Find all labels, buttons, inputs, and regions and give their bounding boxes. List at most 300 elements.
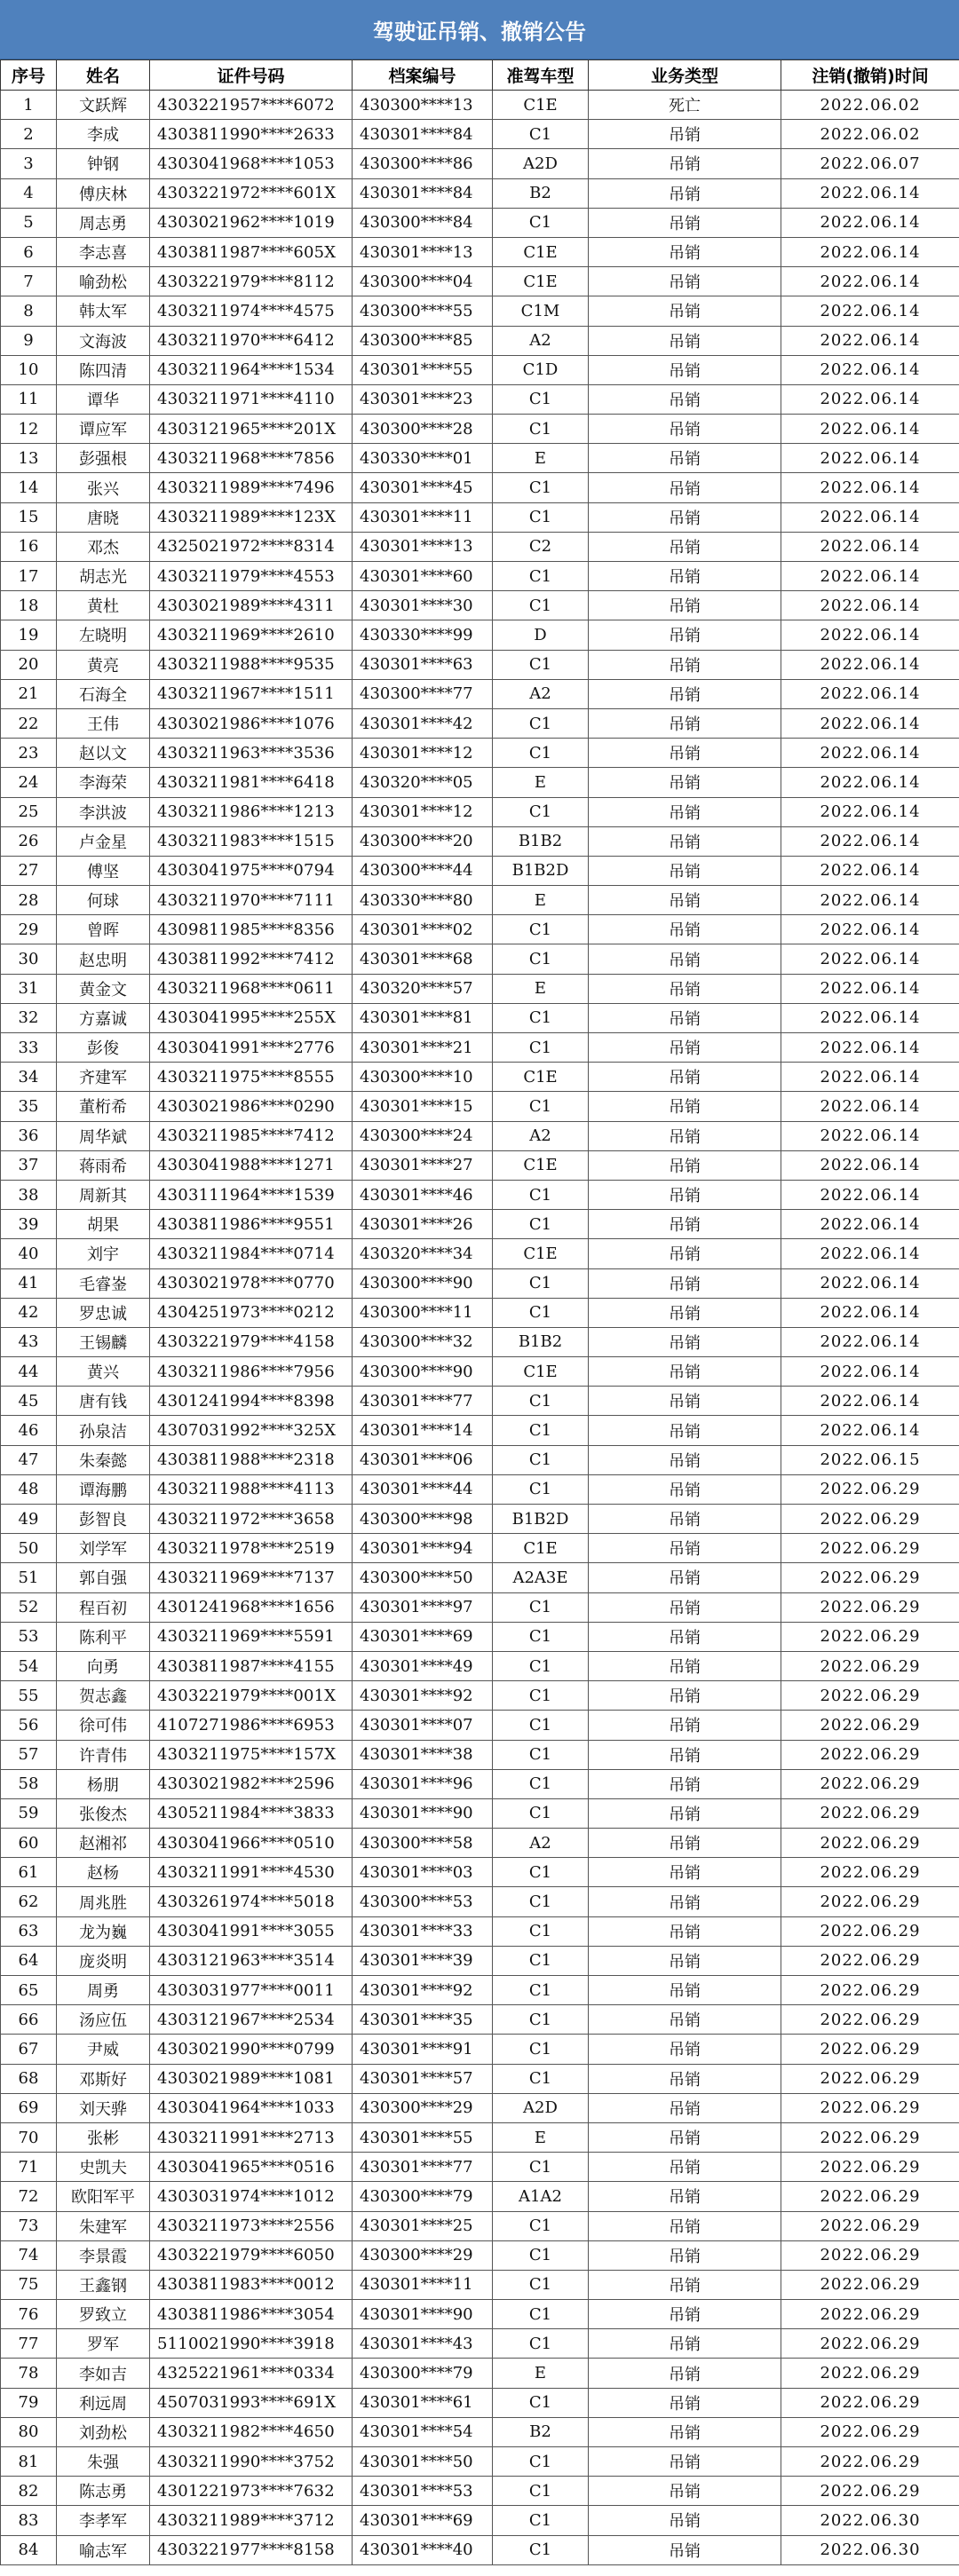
cell-id-number: 4303121963****3514 bbox=[150, 1946, 353, 1975]
cell-name: 刘学军 bbox=[57, 1534, 150, 1563]
cell-date: 2022.06.14 bbox=[781, 679, 959, 708]
cell-vehicle-class: C1E bbox=[493, 237, 589, 266]
cell-business-type: 吊销 bbox=[589, 2535, 781, 2564]
cell-date: 2022.06.14 bbox=[781, 444, 959, 473]
cell-name: 李成 bbox=[57, 120, 150, 149]
table-row bbox=[1, 591, 959, 620]
cell-index: 76 bbox=[1, 2300, 57, 2329]
cell-id-number: 4303811986****9551 bbox=[150, 1210, 353, 1239]
cell-vehicle-class: A2A3E bbox=[493, 1563, 589, 1592]
cell-id-number: 4301241994****8398 bbox=[150, 1387, 353, 1416]
cell-date: 2022.06.29 bbox=[781, 1681, 959, 1711]
cell-vehicle-class: C1 bbox=[493, 1210, 589, 1239]
cell-vehicle-class: C1E bbox=[493, 1357, 589, 1387]
cell-business-type: 吊销 bbox=[589, 856, 781, 885]
cell-file-number: 430300****04 bbox=[353, 267, 493, 296]
cell-name: 王鑫钢 bbox=[57, 2270, 150, 2299]
table-row bbox=[1, 1887, 959, 1916]
cell-business-type: 吊销 bbox=[589, 1239, 781, 1268]
cell-id-number: 4303211964****1534 bbox=[150, 355, 353, 384]
cell-name: 张彬 bbox=[57, 2122, 150, 2152]
cell-name: 傅坚 bbox=[57, 856, 150, 885]
cell-vehicle-class: C1 bbox=[493, 1387, 589, 1416]
cell-id-number: 4303211985****7412 bbox=[150, 1121, 353, 1150]
cell-file-number: 430301****14 bbox=[353, 1416, 493, 1445]
cell-business-type: 吊销 bbox=[589, 974, 781, 1003]
cell-id-number: 4303211975****157X bbox=[150, 1740, 353, 1769]
cell-name: 王伟 bbox=[57, 708, 150, 738]
cell-id-number: 4303211981****6418 bbox=[150, 768, 353, 797]
cell-file-number: 430300****79 bbox=[353, 2359, 493, 2388]
table-row bbox=[1, 915, 959, 944]
cell-vehicle-class: C1 bbox=[493, 708, 589, 738]
table-row bbox=[1, 1711, 959, 1740]
cell-date: 2022.06.02 bbox=[781, 91, 959, 120]
cell-name: 赵以文 bbox=[57, 739, 150, 768]
cell-name: 胡志光 bbox=[57, 562, 150, 591]
cell-date: 2022.06.29 bbox=[781, 2182, 959, 2211]
cell-file-number: 430301****68 bbox=[353, 944, 493, 974]
cell-date: 2022.06.29 bbox=[781, 2093, 959, 2122]
cell-id-number: 4303211989****3712 bbox=[150, 2506, 353, 2535]
cell-index: 2 bbox=[1, 120, 57, 149]
cell-date: 2022.06.14 bbox=[781, 856, 959, 885]
cell-business-type: 吊销 bbox=[589, 797, 781, 826]
cell-name: 朱强 bbox=[57, 2447, 150, 2477]
cell-index: 48 bbox=[1, 1474, 57, 1504]
table-row bbox=[1, 768, 959, 797]
cell-date: 2022.06.14 bbox=[781, 178, 959, 208]
cell-name: 史凯夫 bbox=[57, 2153, 150, 2182]
cell-file-number: 430301****57 bbox=[353, 2064, 493, 2093]
cell-file-number: 430300****13 bbox=[353, 91, 493, 120]
cell-name: 许青伟 bbox=[57, 1740, 150, 1769]
cell-business-type: 吊销 bbox=[589, 1063, 781, 1092]
cell-id-number: 4303261974****5018 bbox=[150, 1887, 353, 1916]
table-row bbox=[1, 2093, 959, 2122]
cell-file-number: 430300****11 bbox=[353, 1298, 493, 1327]
cell-id-number: 4303021989****1081 bbox=[150, 2064, 353, 2093]
cell-vehicle-class: C1 bbox=[493, 562, 589, 591]
cell-id-number: 4303021986****1076 bbox=[150, 708, 353, 738]
cell-vehicle-class: C1 bbox=[493, 2240, 589, 2270]
cell-id-number: 4303221979****8112 bbox=[150, 267, 353, 296]
cell-file-number: 430301****55 bbox=[353, 2122, 493, 2152]
cell-index: 84 bbox=[1, 2535, 57, 2564]
cell-vehicle-class: C1 bbox=[493, 473, 589, 502]
cell-business-type: 吊销 bbox=[589, 1180, 781, 1209]
cell-date: 2022.06.29 bbox=[781, 1534, 959, 1563]
cell-index: 55 bbox=[1, 1681, 57, 1711]
cell-file-number: 430330****01 bbox=[353, 444, 493, 473]
cell-id-number: 4303041965****0516 bbox=[150, 2153, 353, 2182]
cell-business-type: 吊销 bbox=[589, 1150, 781, 1180]
cell-index: 39 bbox=[1, 1210, 57, 1239]
cell-date: 2022.06.14 bbox=[781, 650, 959, 679]
cell-file-number: 430301****97 bbox=[353, 1592, 493, 1622]
cell-id-number: 4303211971****4110 bbox=[150, 384, 353, 414]
cell-business-type: 吊销 bbox=[589, 708, 781, 738]
cell-file-number: 430301****11 bbox=[353, 2270, 493, 2299]
cell-file-number: 430301****44 bbox=[353, 1474, 493, 1504]
cell-file-number: 430300****79 bbox=[353, 2182, 493, 2211]
cell-business-type: 吊销 bbox=[589, 826, 781, 856]
table-row bbox=[1, 91, 959, 120]
cell-file-number: 430301****94 bbox=[353, 1534, 493, 1563]
cell-date: 2022.06.14 bbox=[781, 826, 959, 856]
cell-business-type: 吊销 bbox=[589, 502, 781, 532]
cell-business-type: 吊销 bbox=[589, 2447, 781, 2477]
cell-vehicle-class: B1B2 bbox=[493, 1327, 589, 1356]
cell-vehicle-class: E bbox=[493, 886, 589, 915]
table-row bbox=[1, 1092, 959, 1121]
cell-date: 2022.06.29 bbox=[781, 1505, 959, 1534]
cell-id-number: 4303211991****2713 bbox=[150, 2122, 353, 2152]
cell-business-type: 吊销 bbox=[589, 2240, 781, 2270]
cell-id-number: 4303811990****2633 bbox=[150, 120, 353, 149]
cell-file-number: 430301****49 bbox=[353, 1651, 493, 1680]
cell-name: 黄兴 bbox=[57, 1357, 150, 1387]
cell-business-type: 吊销 bbox=[589, 120, 781, 149]
cell-name: 唐有钱 bbox=[57, 1387, 150, 1416]
cell-id-number: 4303211991****4530 bbox=[150, 1858, 353, 1887]
cell-index: 8 bbox=[1, 296, 57, 326]
table-row bbox=[1, 2388, 959, 2417]
cell-date: 2022.06.29 bbox=[781, 2005, 959, 2035]
cell-business-type: 吊销 bbox=[589, 886, 781, 915]
cell-business-type: 吊销 bbox=[589, 2153, 781, 2182]
cell-id-number: 4303211975****8555 bbox=[150, 1063, 353, 1092]
cell-index: 46 bbox=[1, 1416, 57, 1445]
cell-name: 刘宇 bbox=[57, 1239, 150, 1268]
cell-vehicle-class: A2D bbox=[493, 2093, 589, 2122]
cell-date: 2022.06.14 bbox=[781, 944, 959, 974]
header-index: 序号 bbox=[1, 60, 57, 91]
cell-vehicle-class: C1E bbox=[493, 1063, 589, 1092]
cell-id-number: 5110021990****3918 bbox=[150, 2329, 353, 2359]
cell-business-type: 吊销 bbox=[589, 1268, 781, 1298]
cell-id-number: 4303041991****2776 bbox=[150, 1033, 353, 1063]
table-row bbox=[1, 1387, 959, 1416]
cell-id-number: 4303221979****001X bbox=[150, 1681, 353, 1711]
cell-date: 2022.06.14 bbox=[781, 473, 959, 502]
table-row bbox=[1, 1976, 959, 2005]
cell-file-number: 430301****91 bbox=[353, 2035, 493, 2064]
cell-name: 傅庆林 bbox=[57, 178, 150, 208]
cell-index: 3 bbox=[1, 149, 57, 178]
cell-id-number: 4303211969****7137 bbox=[150, 1563, 353, 1592]
cell-file-number: 430301****03 bbox=[353, 1858, 493, 1887]
table-row bbox=[1, 2417, 959, 2446]
table-row bbox=[1, 739, 959, 768]
cell-name: 龙为巍 bbox=[57, 1916, 150, 1946]
cell-vehicle-class: C1 bbox=[493, 2388, 589, 2417]
cell-vehicle-class: C1 bbox=[493, 415, 589, 444]
cell-index: 33 bbox=[1, 1033, 57, 1063]
cell-name: 李志喜 bbox=[57, 237, 150, 266]
cell-vehicle-class: C1 bbox=[493, 1798, 589, 1828]
table-row bbox=[1, 1150, 959, 1180]
cell-file-number: 430300****10 bbox=[353, 1063, 493, 1092]
cell-business-type: 吊销 bbox=[589, 2211, 781, 2240]
cell-name: 彭强根 bbox=[57, 444, 150, 473]
cell-name: 罗忠诚 bbox=[57, 1298, 150, 1327]
cell-index: 13 bbox=[1, 444, 57, 473]
cell-name: 卢金星 bbox=[57, 826, 150, 856]
cell-business-type: 吊销 bbox=[589, 1298, 781, 1327]
cell-id-number: 4303211968****7856 bbox=[150, 444, 353, 473]
cell-vehicle-class: A1A2 bbox=[493, 2182, 589, 2211]
cell-business-type: 吊销 bbox=[589, 1357, 781, 1387]
cell-file-number: 430301****69 bbox=[353, 2506, 493, 2535]
cell-index: 21 bbox=[1, 679, 57, 708]
table-row bbox=[1, 856, 959, 885]
cell-file-number: 430301****81 bbox=[353, 1003, 493, 1032]
cell-index: 79 bbox=[1, 2388, 57, 2417]
cell-business-type: 吊销 bbox=[589, 620, 781, 650]
cell-date: 2022.06.14 bbox=[781, 974, 959, 1003]
cell-date: 2022.06.29 bbox=[781, 1563, 959, 1592]
table-row bbox=[1, 2477, 959, 2506]
cell-file-number: 430300****86 bbox=[353, 149, 493, 178]
cell-vehicle-class: C1 bbox=[493, 650, 589, 679]
cell-file-number: 430300****58 bbox=[353, 1829, 493, 1858]
cell-id-number: 4303211988****9535 bbox=[150, 650, 353, 679]
cell-index: 4 bbox=[1, 178, 57, 208]
cell-id-number: 4309811985****8356 bbox=[150, 915, 353, 944]
cell-date: 2022.06.14 bbox=[781, 326, 959, 355]
cell-name: 邓斯好 bbox=[57, 2064, 150, 2093]
cell-date: 2022.06.29 bbox=[781, 2064, 959, 2093]
cell-business-type: 吊销 bbox=[589, 1033, 781, 1063]
cell-vehicle-class: C1 bbox=[493, 1092, 589, 1121]
cell-business-type: 吊销 bbox=[589, 1858, 781, 1887]
cell-id-number: 4303211969****2610 bbox=[150, 620, 353, 650]
cell-name: 尹威 bbox=[57, 2035, 150, 2064]
cell-date: 2022.06.29 bbox=[781, 1798, 959, 1828]
cell-id-number: 4303041968****1053 bbox=[150, 149, 353, 178]
cell-file-number: 430300****90 bbox=[353, 1357, 493, 1387]
cell-file-number: 430300****85 bbox=[353, 326, 493, 355]
cell-business-type: 吊销 bbox=[589, 944, 781, 974]
cell-file-number: 430330****99 bbox=[353, 620, 493, 650]
cell-id-number: 4303211972****3658 bbox=[150, 1505, 353, 1534]
cell-index: 56 bbox=[1, 1711, 57, 1740]
cell-index: 20 bbox=[1, 650, 57, 679]
cell-file-number: 430301****25 bbox=[353, 2211, 493, 2240]
cell-file-number: 430301****26 bbox=[353, 1210, 493, 1239]
cell-business-type: 吊销 bbox=[589, 237, 781, 266]
cell-date: 2022.06.14 bbox=[781, 1003, 959, 1032]
cell-name: 文海波 bbox=[57, 326, 150, 355]
cell-index: 23 bbox=[1, 739, 57, 768]
cell-date: 2022.06.14 bbox=[781, 532, 959, 561]
cell-vehicle-class: A2 bbox=[493, 1829, 589, 1858]
table-row bbox=[1, 826, 959, 856]
cell-id-number: 4303211968****0611 bbox=[150, 974, 353, 1003]
cell-name: 韩太军 bbox=[57, 296, 150, 326]
cell-id-number: 4303811987****4155 bbox=[150, 1651, 353, 1680]
cell-name: 张俊杰 bbox=[57, 1798, 150, 1828]
cell-date: 2022.06.14 bbox=[781, 1063, 959, 1092]
cell-name: 徐可伟 bbox=[57, 1711, 150, 1740]
cell-file-number: 430320****34 bbox=[353, 1239, 493, 1268]
cell-file-number: 430301****53 bbox=[353, 2477, 493, 2506]
cell-business-type: 吊销 bbox=[589, 1769, 781, 1798]
cell-vehicle-class: C1 bbox=[493, 1622, 589, 1651]
cell-id-number: 4325021972****8314 bbox=[150, 532, 353, 561]
table-row bbox=[1, 1445, 959, 1474]
table-row bbox=[1, 326, 959, 355]
table-row bbox=[1, 1563, 959, 1592]
cell-vehicle-class: B1B2 bbox=[493, 826, 589, 856]
cell-date: 2022.06.29 bbox=[781, 1622, 959, 1651]
cell-name: 利远周 bbox=[57, 2388, 150, 2417]
table-row bbox=[1, 2447, 959, 2477]
cell-index: 14 bbox=[1, 473, 57, 502]
table-row bbox=[1, 1239, 959, 1268]
cell-vehicle-class: C1 bbox=[493, 1592, 589, 1622]
cell-date: 2022.06.29 bbox=[781, 2240, 959, 2270]
cell-vehicle-class: C1 bbox=[493, 2329, 589, 2359]
cell-file-number: 430301****84 bbox=[353, 178, 493, 208]
cell-name: 朱秦懿 bbox=[57, 1445, 150, 1474]
cell-vehicle-class: C1 bbox=[493, 1711, 589, 1740]
cell-date: 2022.06.14 bbox=[781, 739, 959, 768]
cell-business-type: 吊销 bbox=[589, 1505, 781, 1534]
cell-file-number: 430300****77 bbox=[353, 679, 493, 708]
cell-vehicle-class: C1 bbox=[493, 2211, 589, 2240]
cell-id-number: 4303211989****7496 bbox=[150, 473, 353, 502]
cell-date: 2022.06.14 bbox=[781, 1210, 959, 1239]
cell-index: 10 bbox=[1, 355, 57, 384]
cell-business-type: 吊销 bbox=[589, 562, 781, 591]
cell-business-type: 吊销 bbox=[589, 296, 781, 326]
cell-business-type: 吊销 bbox=[589, 355, 781, 384]
cell-name: 李景霞 bbox=[57, 2240, 150, 2270]
cell-vehicle-class: C1 bbox=[493, 1298, 589, 1327]
cell-business-type: 吊销 bbox=[589, 415, 781, 444]
cell-index: 78 bbox=[1, 2359, 57, 2388]
cell-id-number: 4303211990****3752 bbox=[150, 2447, 353, 2477]
cell-file-number: 430300****29 bbox=[353, 2093, 493, 2122]
cell-date: 2022.06.29 bbox=[781, 2447, 959, 2477]
cell-file-number: 430301****02 bbox=[353, 915, 493, 944]
cell-id-number: 4304251973****0212 bbox=[150, 1298, 353, 1327]
cell-id-number: 4507031993****691X bbox=[150, 2388, 353, 2417]
cell-date: 2022.06.14 bbox=[781, 915, 959, 944]
table-row bbox=[1, 120, 959, 149]
cell-index: 28 bbox=[1, 886, 57, 915]
cell-name: 周志勇 bbox=[57, 208, 150, 237]
cell-name: 黄亮 bbox=[57, 650, 150, 679]
cell-name: 邓杰 bbox=[57, 532, 150, 561]
cell-vehicle-class: C1M bbox=[493, 296, 589, 326]
table-row bbox=[1, 1740, 959, 1769]
cell-index: 68 bbox=[1, 2064, 57, 2093]
cell-business-type: 吊销 bbox=[589, 1829, 781, 1858]
cell-vehicle-class: C1 bbox=[493, 2477, 589, 2506]
cell-index: 1 bbox=[1, 91, 57, 120]
table-row bbox=[1, 2329, 959, 2359]
cell-index: 29 bbox=[1, 915, 57, 944]
cell-business-type: 吊销 bbox=[589, 1121, 781, 1150]
cell-id-number: 4301241968****1656 bbox=[150, 1592, 353, 1622]
cell-name: 彭俊 bbox=[57, 1033, 150, 1063]
header-vehicle-class: 准驾车型 bbox=[493, 60, 589, 91]
cell-name: 周勇 bbox=[57, 1976, 150, 2005]
cell-business-type: 吊销 bbox=[589, 2122, 781, 2152]
cell-business-type: 吊销 bbox=[589, 2388, 781, 2417]
cell-index: 24 bbox=[1, 768, 57, 797]
cell-name: 蒋雨希 bbox=[57, 1150, 150, 1180]
cell-name: 董桁希 bbox=[57, 1092, 150, 1121]
table-row bbox=[1, 886, 959, 915]
cell-date: 2022.06.30 bbox=[781, 2535, 959, 2564]
cell-name: 赵湘祁 bbox=[57, 1829, 150, 1858]
table-row bbox=[1, 2300, 959, 2329]
cell-id-number: 4303041995****255X bbox=[150, 1003, 353, 1032]
cell-date: 2022.06.14 bbox=[781, 1268, 959, 1298]
cell-vehicle-class: A2 bbox=[493, 326, 589, 355]
cell-date: 2022.06.14 bbox=[781, 1416, 959, 1445]
cell-index: 69 bbox=[1, 2093, 57, 2122]
revocation-table bbox=[0, 59, 959, 2565]
cell-index: 6 bbox=[1, 237, 57, 266]
cell-file-number: 430300****44 bbox=[353, 856, 493, 885]
cell-file-number: 430301****12 bbox=[353, 797, 493, 826]
cell-id-number: 4303221972****601X bbox=[150, 178, 353, 208]
cell-date: 2022.06.15 bbox=[781, 1445, 959, 1474]
cell-vehicle-class: B2 bbox=[493, 2417, 589, 2446]
cell-file-number: 430301****13 bbox=[353, 237, 493, 266]
table-row bbox=[1, 2535, 959, 2564]
cell-name: 程百初 bbox=[57, 1592, 150, 1622]
table-row bbox=[1, 473, 959, 502]
cell-file-number: 430301****40 bbox=[353, 2535, 493, 2564]
cell-id-number: 4303221979****6050 bbox=[150, 2240, 353, 2270]
cell-business-type: 吊销 bbox=[589, 1416, 781, 1445]
cell-date: 2022.06.14 bbox=[781, 237, 959, 266]
table-row bbox=[1, 650, 959, 679]
cell-file-number: 430301****96 bbox=[353, 1769, 493, 1798]
table-row bbox=[1, 1298, 959, 1327]
cell-id-number: 4303041966****0510 bbox=[150, 1829, 353, 1858]
cell-business-type: 吊销 bbox=[589, 650, 781, 679]
cell-business-type: 吊销 bbox=[589, 267, 781, 296]
cell-index: 52 bbox=[1, 1592, 57, 1622]
table-row bbox=[1, 2211, 959, 2240]
cell-index: 30 bbox=[1, 944, 57, 974]
table-row bbox=[1, 1858, 959, 1887]
cell-file-number: 430301****33 bbox=[353, 1916, 493, 1946]
cell-vehicle-class: C1E bbox=[493, 1150, 589, 1180]
table-row bbox=[1, 1327, 959, 1356]
cell-index: 31 bbox=[1, 974, 57, 1003]
cell-index: 63 bbox=[1, 1916, 57, 1946]
cell-name: 李孝军 bbox=[57, 2506, 150, 2535]
cell-vehicle-class: C1 bbox=[493, 2005, 589, 2035]
cell-date: 2022.06.14 bbox=[781, 886, 959, 915]
cell-index: 73 bbox=[1, 2211, 57, 2240]
cell-date: 2022.06.14 bbox=[781, 208, 959, 237]
table-row bbox=[1, 1063, 959, 1092]
cell-business-type: 吊销 bbox=[589, 1210, 781, 1239]
cell-business-type: 吊销 bbox=[589, 2005, 781, 2035]
cell-file-number: 430301****46 bbox=[353, 1180, 493, 1209]
cell-business-type: 吊销 bbox=[589, 1622, 781, 1651]
cell-date: 2022.06.14 bbox=[781, 1180, 959, 1209]
